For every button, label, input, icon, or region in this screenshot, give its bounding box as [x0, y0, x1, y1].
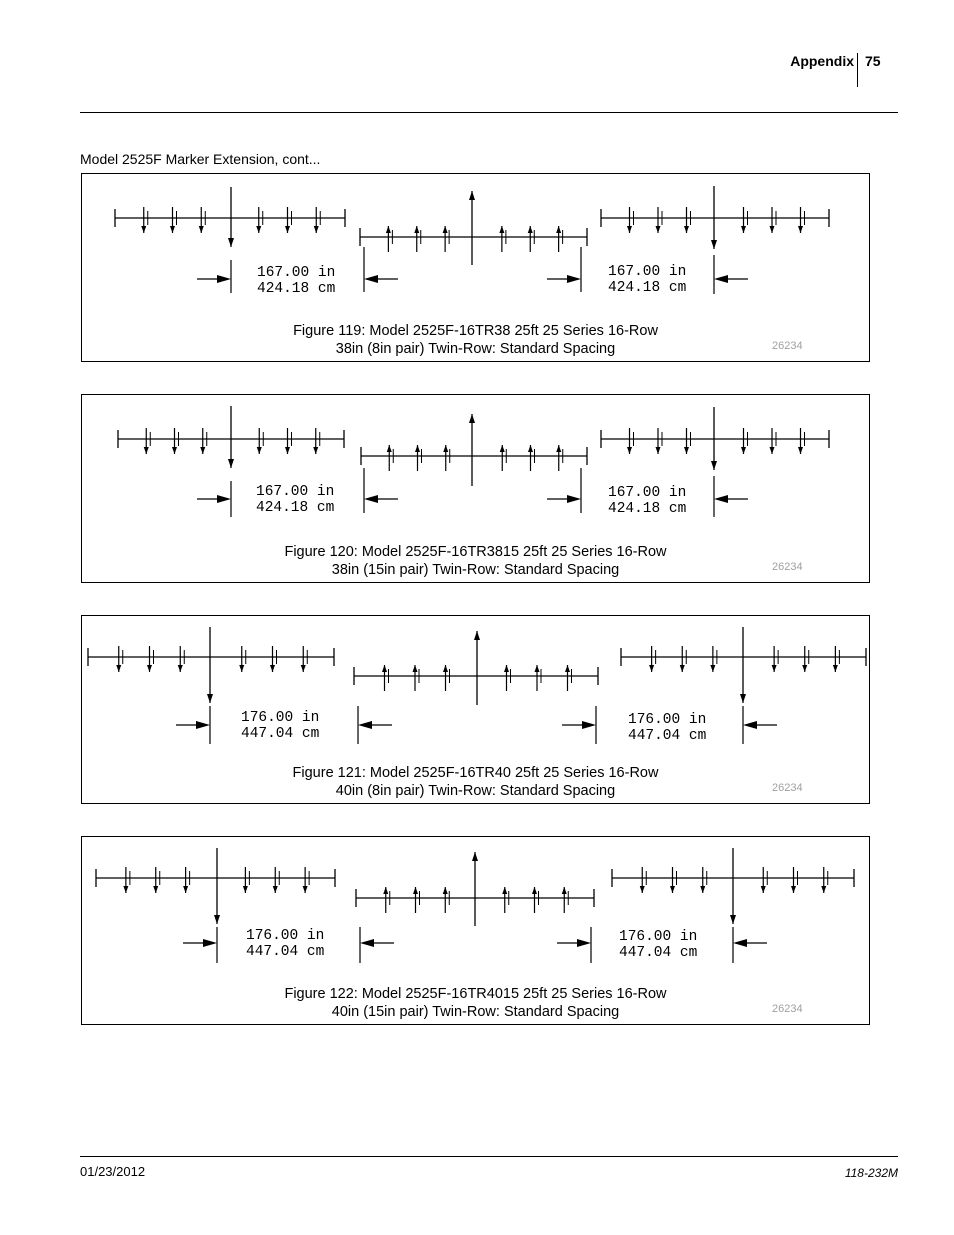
right-dimension-in: 167.00 in — [608, 485, 687, 501]
right-dimension — [628, 712, 706, 744]
left-toolbar-row-arrow — [153, 886, 158, 893]
left-toolbar-row-arrow — [285, 226, 290, 233]
center-toolbar-row-arrow — [556, 226, 561, 233]
right-toolbar-row-arrow — [627, 226, 632, 233]
drawing-id: 26234 — [772, 782, 803, 794]
center-toolbar-row-arrow — [443, 887, 448, 894]
left-toolbar-row-arrow — [257, 447, 262, 454]
center-toolbar-row-arrow — [562, 887, 567, 894]
header-rule — [80, 112, 898, 113]
center-toolbar-center-arrow — [474, 631, 480, 640]
center-right-dimension-arrow-head — [567, 495, 581, 503]
right-dimension-in: 176.00 in — [628, 712, 707, 728]
right-toolbar-center-arrow — [711, 240, 717, 249]
left-dimension-cm: 447.04 cm — [241, 726, 320, 742]
right-toolbar-row-arrow — [640, 886, 645, 893]
left-dimension-arrow-head — [217, 275, 231, 283]
right-toolbar-row-arrow — [656, 226, 661, 233]
figure-caption — [82, 323, 869, 358]
right-dimension-arrow-head — [743, 721, 757, 729]
center-toolbar-row-arrow — [499, 226, 504, 233]
left-toolbar-row-arrow — [183, 886, 188, 893]
right-dimension-cm: 424.18 cm — [608, 280, 687, 296]
left-toolbar-center-arrow — [228, 238, 234, 247]
left-toolbar-row-arrow — [172, 447, 177, 454]
figure-122 — [81, 836, 870, 1025]
left-toolbar-row-arrow — [199, 226, 204, 233]
right-toolbar-center-arrow — [730, 915, 736, 924]
left-toolbar-row-arrow — [285, 447, 290, 454]
caption-line-1: Figure 122: Model 2525F-16TR4015 25ft 25 Series 16-Row — [284, 986, 667, 1002]
caption-line-2: 40in (15in pair) Twin-Row: Standard Spacing — [331, 1003, 620, 1020]
left-dimension-cm: 424.18 cm — [257, 281, 336, 297]
center-toolbar-row-arrow — [504, 665, 509, 672]
footer-doc-number: 118-232M — [844, 1166, 898, 1180]
left-dimension-arrow-head — [217, 495, 231, 503]
left-toolbar-row-arrow — [239, 665, 244, 672]
center-toolbar-row-arrow — [387, 445, 392, 452]
right-dimension-arrow-head — [714, 275, 728, 283]
right-toolbar-row-arrow — [741, 447, 746, 454]
drawing-id: 26234 — [772, 340, 803, 352]
left-dimension-in: 176.00 in — [246, 928, 325, 944]
center-toolbar-row-arrow — [386, 226, 391, 233]
right-dimension-arrow-head — [733, 939, 747, 947]
center-toolbar-row-arrow — [528, 445, 533, 452]
right-dimension — [619, 929, 697, 961]
section-subheading: Model 2525F Marker Extension, cont... — [80, 151, 321, 167]
left-toolbar-center-arrow — [214, 915, 220, 924]
left-dimension-arrow-head — [196, 721, 210, 729]
left-toolbar-row-arrow — [141, 226, 146, 233]
right-toolbar-row-arrow — [802, 665, 807, 672]
header-divider — [857, 53, 858, 87]
center-toolbar-row-arrow — [532, 887, 537, 894]
drawing-id: 26234 — [772, 1003, 803, 1015]
figure-caption — [82, 544, 869, 579]
left-toolbar-row-arrow — [170, 226, 175, 233]
footer-rule — [80, 1156, 898, 1157]
left-dimension-in: 176.00 in — [241, 710, 320, 726]
right-toolbar-row-arrow — [684, 447, 689, 454]
right-toolbar-row-arrow — [656, 447, 661, 454]
caption-line-1: Figure 120: Model 2525F-16TR3815 25ft 25 Series 16-Row — [284, 544, 667, 560]
right-toolbar-row-arrow — [649, 665, 654, 672]
right-toolbar-row-arrow — [680, 665, 685, 672]
center-toolbar-center-arrow — [469, 414, 475, 423]
left-toolbar-row-arrow — [147, 665, 152, 672]
left-toolbar-row-arrow — [314, 226, 319, 233]
left-dimension — [256, 484, 334, 516]
caption-line-1: Figure 119: Model 2525F-16TR38 25ft 25 Series 16-Row — [293, 323, 658, 339]
left-toolbar-row-arrow — [256, 226, 261, 233]
right-toolbar-center-arrow — [711, 461, 717, 470]
header-section-title: Appendix — [790, 53, 854, 69]
center-toolbar-center-arrow — [469, 191, 475, 200]
center-toolbar-row-arrow — [414, 226, 419, 233]
left-toolbar-row-arrow — [123, 886, 128, 893]
right-dimension-cm: 424.18 cm — [608, 501, 687, 517]
left-dimension — [257, 265, 335, 297]
left-dimension — [241, 710, 319, 742]
center-left-dimension-arrow-head — [364, 495, 378, 503]
center-right-dimension-arrow-head — [582, 721, 596, 729]
header-page-number: 75 — [865, 53, 881, 69]
right-dimension-in: 176.00 in — [619, 929, 698, 945]
right-toolbar-row-arrow — [670, 886, 675, 893]
figure-119 — [81, 173, 870, 362]
right-toolbar-row-arrow — [772, 665, 777, 672]
right-toolbar-row-arrow — [798, 447, 803, 454]
center-toolbar-center-arrow — [472, 852, 478, 861]
center-toolbar-row-arrow — [382, 665, 387, 672]
center-toolbar-row-arrow — [443, 665, 448, 672]
left-toolbar-row-arrow — [200, 447, 205, 454]
left-toolbar-center-arrow — [228, 459, 234, 468]
right-toolbar-row-arrow — [741, 226, 746, 233]
right-toolbar-row-arrow — [798, 226, 803, 233]
right-toolbar-center-arrow — [740, 694, 746, 703]
right-toolbar-row-arrow — [770, 447, 775, 454]
center-toolbar-row-arrow — [565, 665, 570, 672]
left-dimension-in: 167.00 in — [257, 265, 336, 281]
center-toolbar-row-arrow — [500, 445, 505, 452]
center-toolbar-row-arrow — [413, 887, 418, 894]
center-toolbar-row-arrow — [528, 226, 533, 233]
left-toolbar-row-arrow — [303, 886, 308, 893]
right-dimension — [608, 485, 686, 517]
left-toolbar-row-arrow — [144, 447, 149, 454]
caption-line-1: Figure 121: Model 2525F-16TR40 25ft 25 Series 16-Row — [292, 765, 659, 781]
right-toolbar-row-arrow — [710, 665, 715, 672]
figure-121 — [81, 615, 870, 804]
right-toolbar-row-arrow — [791, 886, 796, 893]
center-toolbar-row-arrow — [556, 445, 561, 452]
center-left-dimension-arrow-head — [360, 939, 374, 947]
center-toolbar-row-arrow — [443, 445, 448, 452]
right-toolbar-row-arrow — [761, 886, 766, 893]
figure-120 — [81, 394, 870, 583]
left-dimension — [246, 928, 324, 960]
left-dimension-cm: 424.18 cm — [256, 500, 335, 516]
center-toolbar-row-arrow — [535, 665, 540, 672]
left-toolbar-row-arrow — [301, 665, 306, 672]
footer-date: 01/23/2012 — [80, 1164, 146, 1179]
left-toolbar-row-arrow — [178, 665, 183, 672]
right-dimension-cm: 447.04 cm — [619, 945, 698, 961]
left-toolbar-row-arrow — [273, 886, 278, 893]
center-toolbar-row-arrow — [413, 665, 418, 672]
left-toolbar-center-arrow — [207, 694, 213, 703]
left-dimension-cm: 447.04 cm — [246, 944, 325, 960]
left-toolbar-row-arrow — [116, 665, 121, 672]
right-toolbar-row-arrow — [700, 886, 705, 893]
right-toolbar-row-arrow — [833, 665, 838, 672]
center-toolbar-row-arrow — [502, 887, 507, 894]
center-left-dimension-arrow-head — [364, 275, 378, 283]
right-dimension-cm: 447.04 cm — [628, 728, 707, 744]
right-toolbar-row-arrow — [821, 886, 826, 893]
right-dimension-in: 167.00 in — [608, 264, 687, 280]
center-toolbar-row-arrow — [415, 445, 420, 452]
drawing-id: 26234 — [772, 561, 803, 573]
left-toolbar-row-arrow — [313, 447, 318, 454]
left-toolbar-row-arrow — [243, 886, 248, 893]
right-toolbar-row-arrow — [684, 226, 689, 233]
right-toolbar-row-arrow — [627, 447, 632, 454]
caption-line-2: 38in (15in pair) Twin-Row: Standard Spacing — [331, 561, 620, 578]
center-left-dimension-arrow-head — [358, 721, 372, 729]
left-dimension-arrow-head — [203, 939, 217, 947]
center-right-dimension-arrow-head — [567, 275, 581, 283]
figure-caption — [82, 986, 869, 1021]
left-toolbar-row-arrow — [270, 665, 275, 672]
center-right-dimension-arrow-head — [577, 939, 591, 947]
right-dimension-arrow-head — [714, 495, 728, 503]
caption-line-2: 38in (8in pair) Twin-Row: Standard Spacing — [335, 340, 616, 357]
right-toolbar-row-arrow — [770, 226, 775, 233]
left-dimension-in: 167.00 in — [256, 484, 335, 500]
right-dimension — [608, 264, 686, 296]
center-toolbar-row-arrow — [383, 887, 388, 894]
caption-line-2: 40in (8in pair) Twin-Row: Standard Spacing — [335, 782, 616, 799]
center-toolbar-row-arrow — [443, 226, 448, 233]
figure-caption — [82, 765, 869, 800]
